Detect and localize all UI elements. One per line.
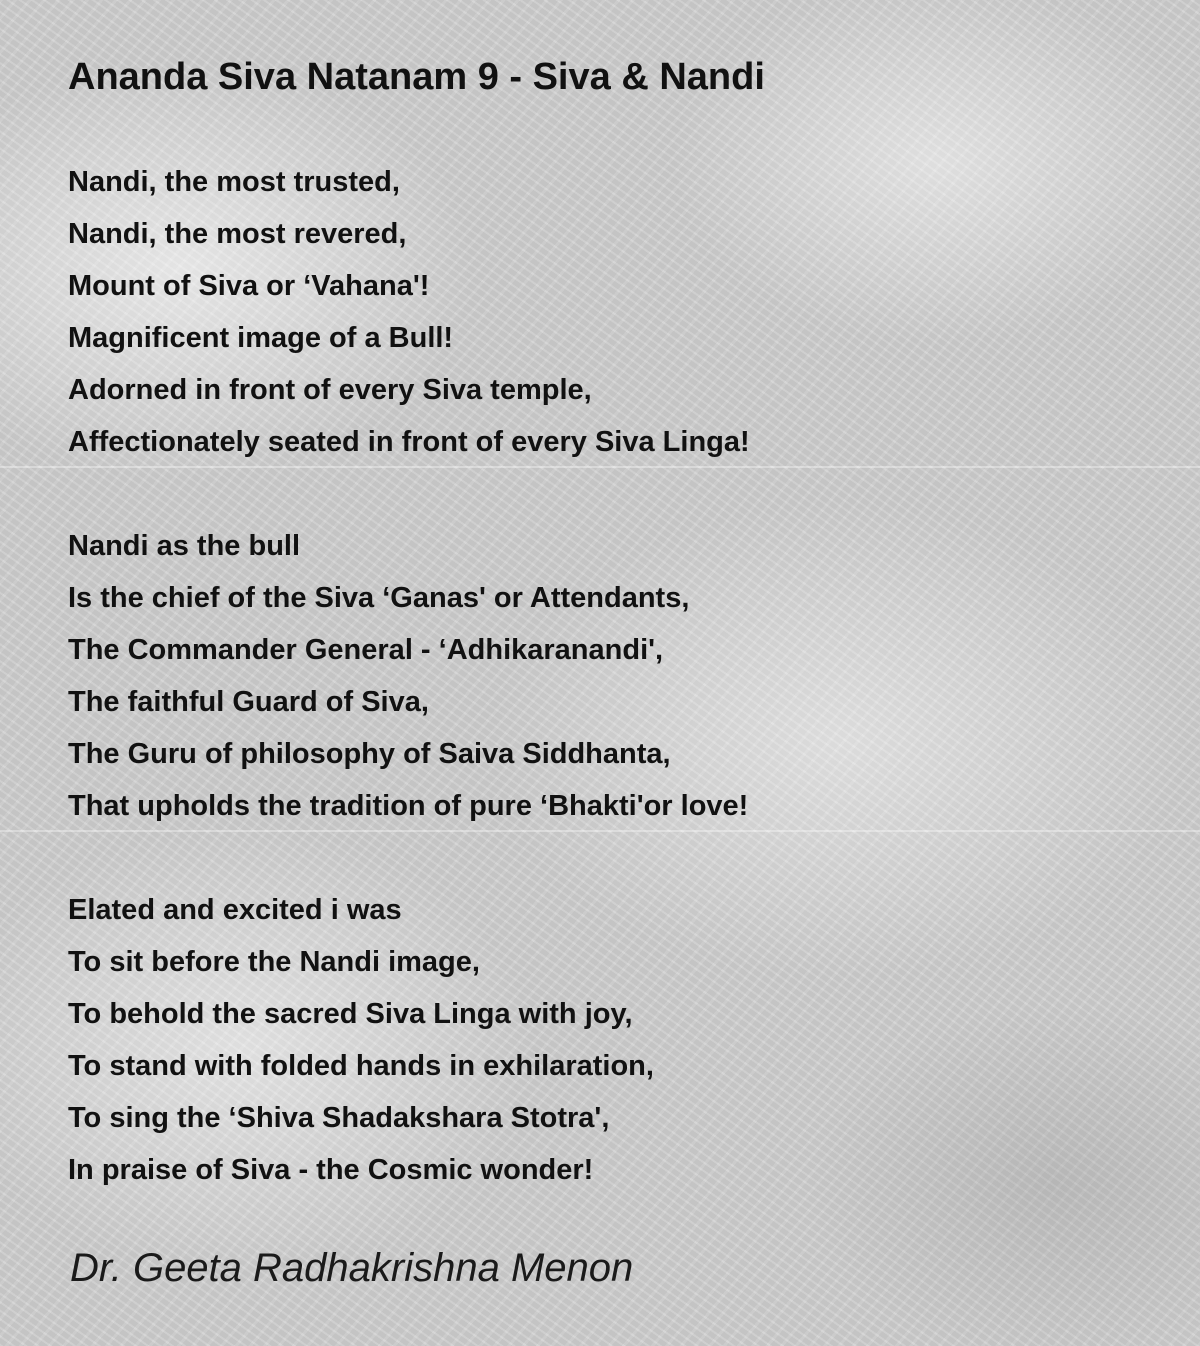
poem-line: Mount of Siva or ‘Vahana'!: [68, 270, 430, 302]
poem-line: Is the chief of the Siva ‘Ganas' or Attendants,: [68, 582, 690, 614]
poem-content: [68, 54, 1158, 1196]
poem-line: Elated and excited i was: [68, 894, 402, 926]
poem-author: Dr. Geeta Radhakrishna Menon: [70, 1246, 634, 1290]
stanza-1: [68, 156, 1158, 468]
poem-line: The Guru of philosophy of Saiva Siddhanta,: [68, 738, 671, 770]
poem-line: That upholds the tradition of pure ‘Bhakti'or love!: [68, 790, 749, 822]
poem-line: The Commander General - ‘Adhikaranandi',: [68, 634, 664, 666]
poem-line: In praise of Siva - the Cosmic wonder!: [68, 1154, 594, 1186]
poem-line: To stand with folded hands in exhilaration,: [68, 1050, 654, 1082]
poem-line: Adorned in front of every Siva temple,: [68, 374, 592, 406]
stanza-3: [68, 884, 1158, 1196]
poem-line: Magnificent image of a Bull!: [68, 322, 454, 354]
poem-line: Nandi as the bull: [68, 530, 301, 562]
poem-line: To sing the ‘Shiva Shadakshara Stotra',: [68, 1102, 610, 1134]
poem-line: To sit before the Nandi image,: [68, 946, 480, 978]
poem-title: Ananda Siva Natanam 9 - Siva & Nandi: [68, 56, 765, 98]
poem-line: Nandi, the most revered,: [68, 218, 407, 250]
poem-line: The faithful Guard of Siva,: [68, 686, 429, 718]
poem-line: To behold the sacred Siva Linga with joy,: [68, 998, 633, 1030]
stanza-2: [68, 520, 1158, 832]
poem-line: Affectionately seated in front of every Siva Linga!: [68, 426, 750, 458]
poem-line: Nandi, the most trusted,: [68, 166, 400, 198]
